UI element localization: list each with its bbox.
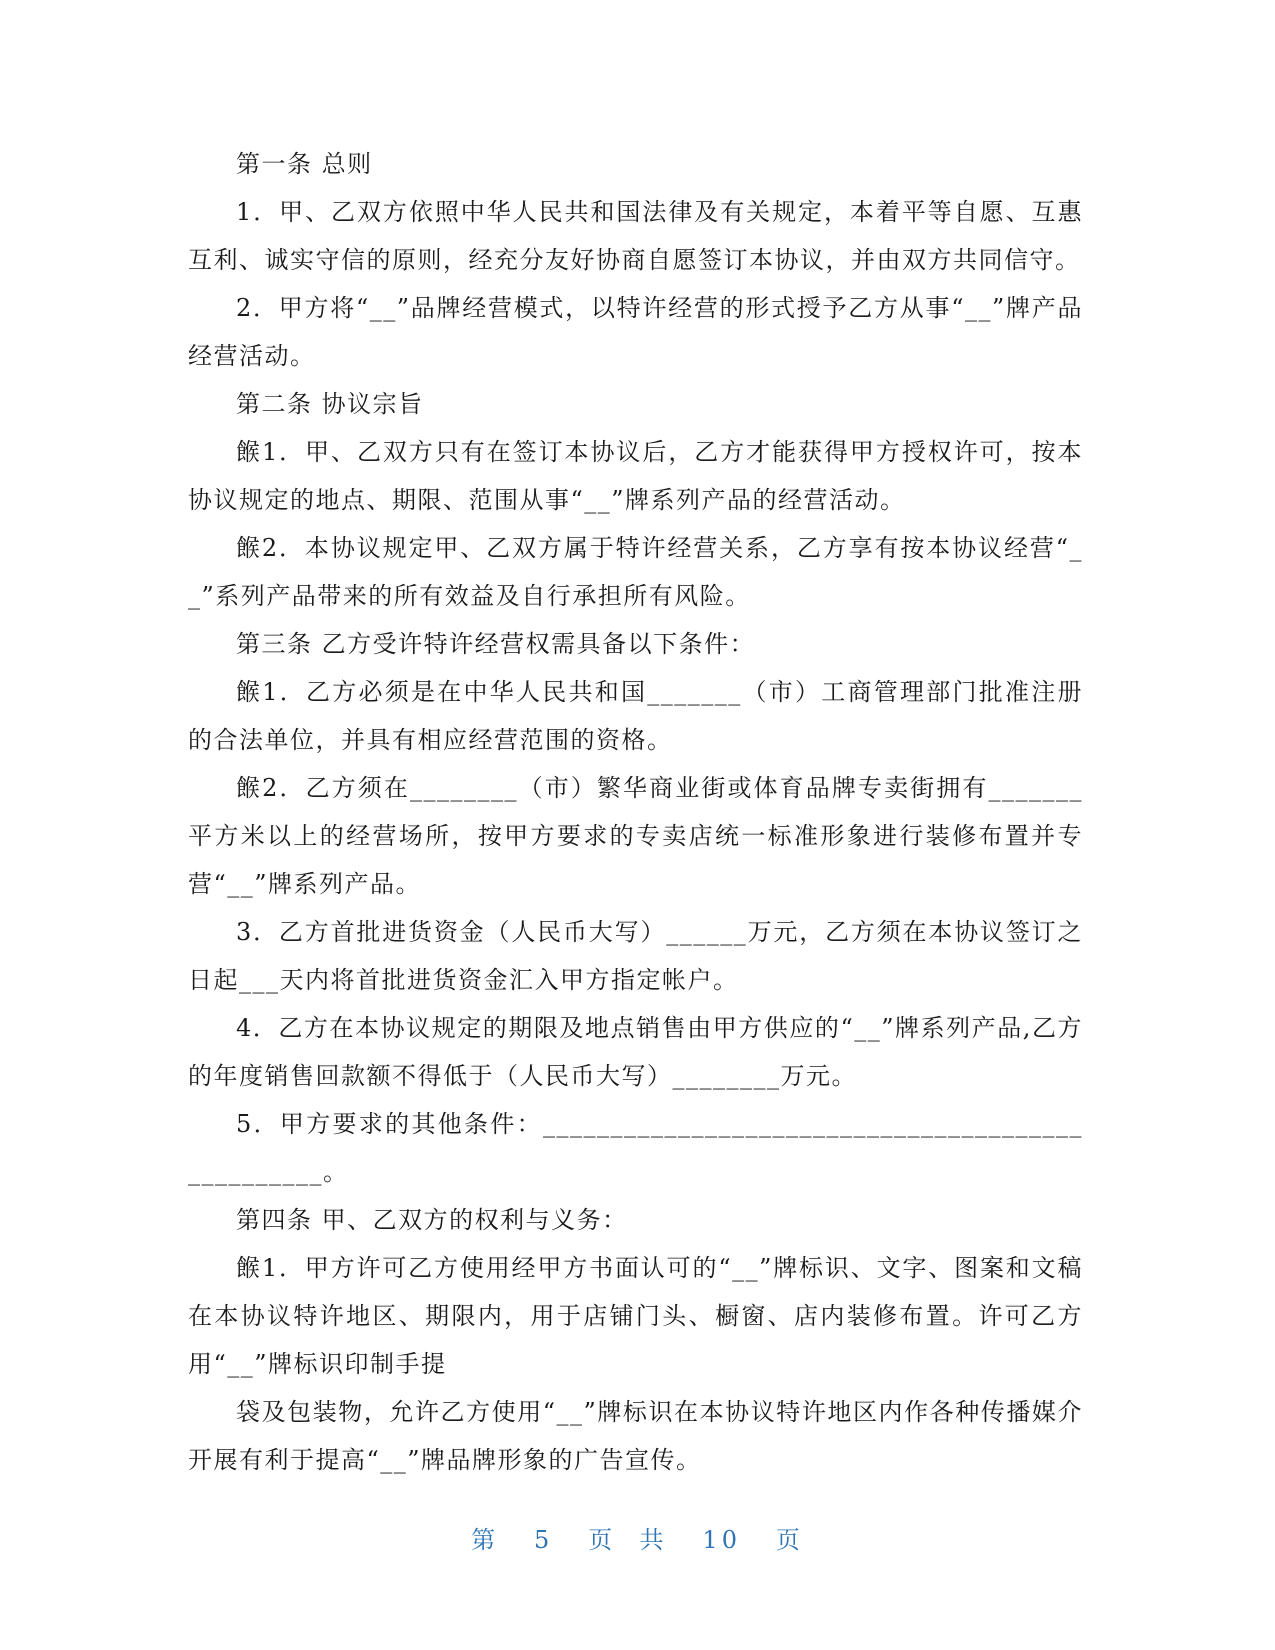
paragraph: 5．甲方要求的其他条件：__________________________________________________。 [188,1110,1083,1186]
paragraph: 餱1．乙方必须是在中华人民共和国_______（市）工商管理部门批准注册的合法单位，并具有相应经营范围的资格。 [188,678,1083,754]
paragraph: 餱1．甲、乙双方只有在签订本协议后，乙方才能获得甲方授权许可，按本协议规定的地点、期限、范围从事“__”牌系列产品的经营活动。 [188,438,1083,514]
paragraph: 3．乙方首批进货资金（人民币大写）______万元，乙方须在本协议签订之日起___天内将首批进货资金汇入甲方指定帐户。 [188,918,1083,994]
paragraph: 1．甲、乙双方依照中华人民共和国法律及有关规定，本着平等自愿、互惠互利、诚实守信的原则，经充分友好协商自愿签订本协议，并由双方共同信守。 [188,198,1083,274]
paragraph: 餱1．甲方许可乙方使用经甲方书面认可的“__”牌标识、文字、图案和文稿在本协议特许地区、期限内，用于店铺门头、橱窗、店内装修布置。许可乙方用“__”牌标识印制手提 [188,1254,1083,1378]
article-4-heading: 第四条 甲、乙双方的权利与义务： [236,1206,628,1234]
paragraph: 餱2．本协议规定甲、乙双方属于特许经营关系，乙方享有按本协议经营“__”系列产品带来的所有效益及自行承担所有风险。 [188,534,1083,610]
paragraph: 餱2．乙方须在________（市）繁华商业街或体育品牌专卖街拥有_______平方米以上的经营场所，按甲方要求的专卖店统一标准形象进行装修布置并专营“__”牌系列产品。 [188,774,1083,898]
footer-middle: 页 共 [588,1526,668,1554]
article-1-heading: 第一条 总则 [236,150,373,178]
article-2-heading: 第二条 协议宗旨 [236,390,424,418]
footer-prefix: 第 [471,1526,500,1554]
paragraph: 袋及包装物，允许乙方使用“__”牌标识在本协议特许地区内作各种传播媒介开展有利于提高“__”牌品牌形象的广告宣传。 [188,1398,1083,1474]
page-footer [0,1520,1275,1555]
footer-suffix: 页 [775,1526,804,1554]
paragraph: 4．乙方在本协议规定的期限及地点销售由甲方供应的“__”牌系列产品,乙方的年度销售回款额不得低于（人民币大写）________万元。 [188,1014,1083,1090]
page-number: 5 [534,1526,554,1554]
total-pages: 10 [702,1526,741,1554]
paragraph: 2．甲方将“__”品牌经营模式，以特许经营的形式授予乙方从事“__”牌产品经营活动。 [188,294,1083,370]
document-body [188,140,1083,1484]
article-3-heading: 第三条 乙方受许特许经营权需具备以下条件： [236,630,756,658]
